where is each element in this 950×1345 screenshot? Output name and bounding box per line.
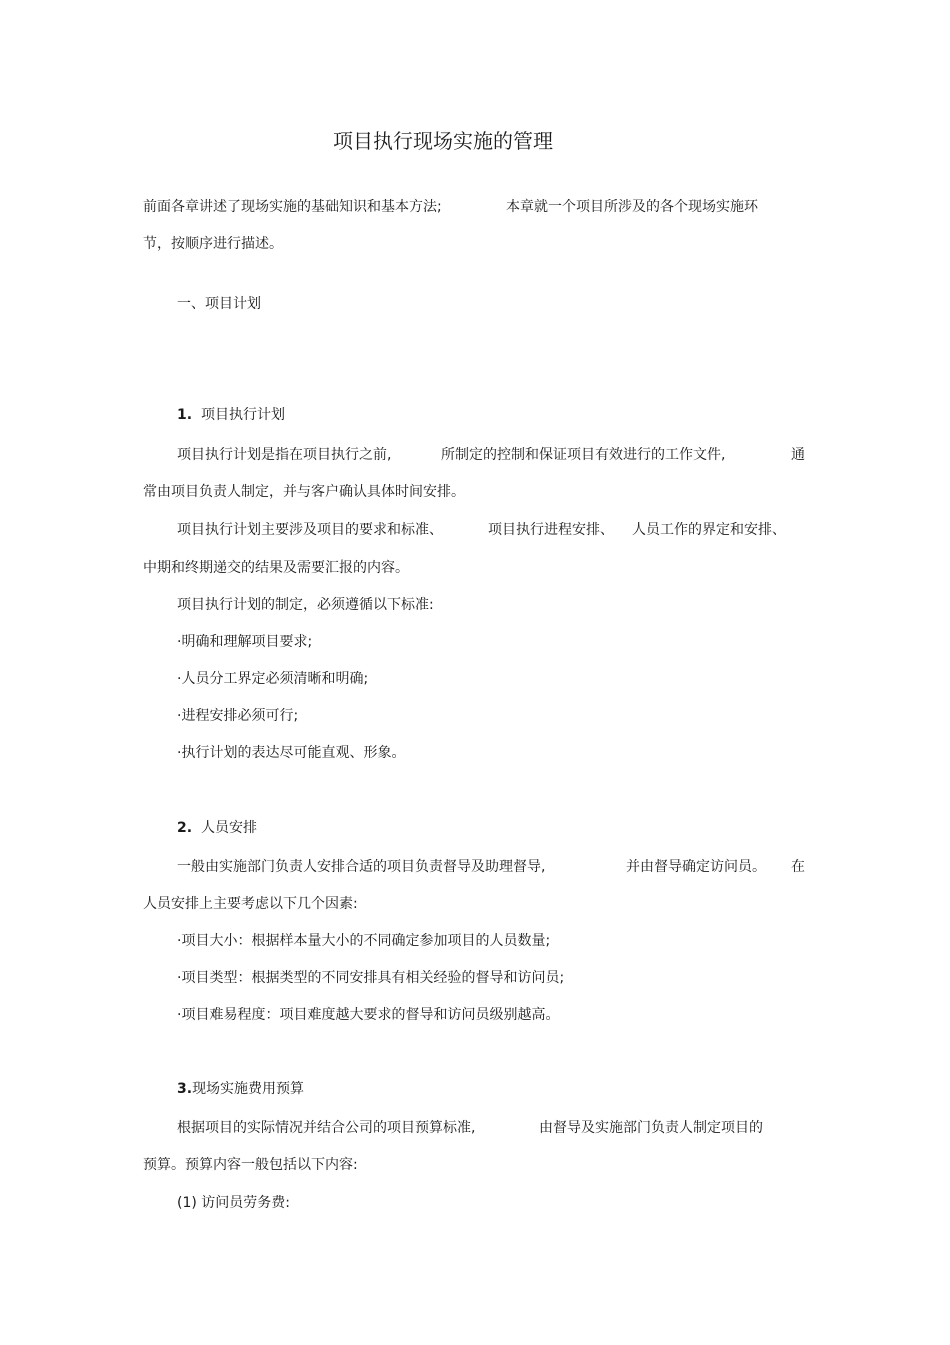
sub1-p1b: 所制定的控制和保证项目有效进行的工作文件,	[441, 447, 726, 463]
sub2-p1c: 在	[791, 859, 805, 875]
sub2-bullet: ·项目难易程度：项目难度越大要求的督导和访问员级别越高。	[177, 1007, 560, 1023]
sub3-item-1: (1) 访问员劳务费:	[177, 1195, 290, 1211]
intro-line-1b: 本章就一个项目所涉及的各个现场实施环	[506, 199, 758, 215]
intro-line-2: 节，按顺序进行描述。	[143, 236, 283, 252]
sub1-bullet: ·人员分工界定必须清晰和明确;	[177, 671, 369, 687]
sub2-p1b: 并由督导确定访问员。	[626, 859, 766, 875]
sub1-p2b: 项目执行进程安排、	[488, 522, 614, 538]
sub1-p2d: 中期和终期递交的结果及需要汇报的内容。	[143, 560, 409, 576]
sub1-p3: 项目执行计划的制定，必须遵循以下标准:	[177, 597, 434, 613]
subsection-1-number: 1.	[177, 407, 193, 423]
sub3-p1b: 由督导及实施部门负责人制定项目的	[539, 1120, 763, 1136]
document-title: 项目执行现场实施的管理	[333, 129, 553, 153]
subsection-1-label: 项目执行计划	[200, 407, 285, 423]
sub1-p1a: 项目执行计划是指在项目执行之前,	[177, 447, 392, 463]
subsection-2-number: 2.	[177, 820, 193, 836]
sub2-bullet: ·项目大小：根据样本量大小的不同确定参加项目的人员数量;	[177, 933, 551, 949]
sub1-p1c: 通	[791, 447, 805, 463]
sub1-bullet: ·进程安排必须可行;	[177, 708, 299, 724]
sub1-p1d: 常由项目负责人制定，并与客户确认具体时间安排。	[143, 484, 465, 500]
subsection-3-label: 现场实施费用预算	[192, 1081, 305, 1097]
sub2-bullet: ·项目类型：根据类型的不同安排具有相关经验的督导和访问员;	[177, 970, 565, 986]
section-heading-1: 一、项目计划	[177, 296, 261, 312]
sub2-p1d: 人员安排上主要考虑以下几个因素:	[143, 896, 358, 912]
sub1-bullet: ·明确和理解项目要求;	[177, 634, 313, 650]
sub3-p1a: 根据项目的实际情况并结合公司的项目预算标准,	[177, 1120, 476, 1136]
subsection-2-label: 人员安排	[200, 820, 257, 836]
subsection-1-heading	[177, 405, 285, 425]
sub2-p1a: 一般由实施部门负责人安排合适的项目负责督导及助理督导,	[177, 859, 546, 875]
subsection-2-heading	[177, 818, 257, 838]
sub1-p2a: 项目执行计划主要涉及项目的要求和标准、	[177, 522, 443, 538]
sub1-bullet: ·执行计划的表达尽可能直观、形象。	[177, 745, 406, 761]
intro-line-1a: 前面各章讲述了现场实施的基础知识和基本方法;	[143, 199, 442, 215]
sub3-p1c: 预算。预算内容一般包括以下内容:	[143, 1157, 358, 1173]
sub1-p2c: 人员工作的界定和安排、	[632, 522, 786, 538]
subsection-3-number: 3.	[177, 1081, 193, 1097]
subsection-3-heading	[177, 1079, 304, 1099]
